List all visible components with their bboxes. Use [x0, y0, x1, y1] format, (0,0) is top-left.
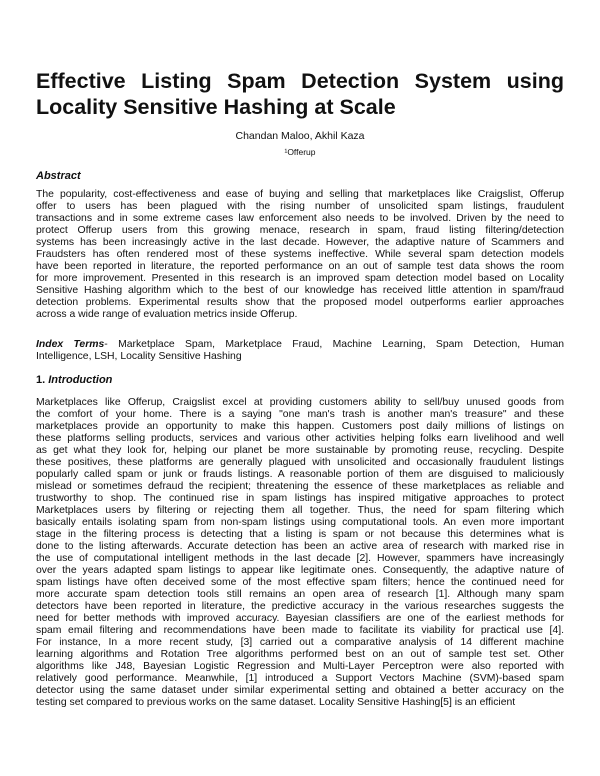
- title-line: Locality Sensitive Hashing at Scale: [36, 95, 396, 119]
- text-line: mislead or sometimes defraud the recipient; threatening the essence of these marketplaces as reliable and: [36, 481, 564, 492]
- text-line: systems has been increasingly active in the last decade. However, the adaptive nature of Scammers and: [36, 237, 564, 248]
- text-line: detector using the same dataset under similar experimental setting and obtained a better accuracy on the: [36, 685, 564, 696]
- text-line: stage in the filtering process is detecting that a listing is spam or not because this determines what is: [36, 529, 564, 540]
- text-line: over the years adapted spam listings to appear like legitimate ones. Consequently, the adaptive nature of: [36, 565, 564, 576]
- text-line: transactions and in some extreme cases law enforcement also needs to be involved. Driven by the need to: [36, 213, 564, 224]
- text-line: spam listings have often deceived some of the most effective spam filters; hence the continued need for: [36, 577, 564, 588]
- text-line: relatively good performance. Meanwhile, [1] introduced a Support Vectors Machine (SVM)-based spam: [36, 673, 564, 684]
- authors: Chandan Maloo, Akhil Kaza: [235, 130, 365, 142]
- text-line: these platforms selling products, services and various other activities helping folks earn livelihood and well: [36, 433, 564, 444]
- text-line: For instance, In a more recent study, [3] carried out a comparative analysis of 14 different machine: [36, 637, 564, 648]
- text-line: Fraudsters has often rendered most of these systems ineffective. While several spam detection models: [36, 249, 564, 260]
- text-line: testing set compared to previous works on the same dataset. Locality Sensitive Hashing[5] is an efficient: [36, 697, 516, 708]
- text-line: need for better methods with improved accuracy. Bayesian classifiers are one of the earliest methods for: [36, 613, 564, 624]
- index-terms-text: Intelligence, LSH, Locality Sensitive Hashing: [36, 351, 242, 362]
- text-line: the use of computational intelligent methods in the last decade [2]. However, spammers have increasingly: [36, 553, 564, 564]
- text-line: trustworthy to shop. The continued rise in spam listings has inspired mitigative approaches to protect: [36, 493, 564, 504]
- text-line: the comfort of your home. There is a saying "one man's trash is another man's treasure" and these: [36, 409, 564, 420]
- abstract-body: [36, 189, 564, 321]
- text-line: across a wide range of evaluation metrics inside Offerup.: [36, 309, 298, 320]
- introduction-heading: [36, 374, 112, 386]
- text-line: spam email filtering and recommendations have been made to facilitate its viability for practical use [4].: [36, 625, 564, 636]
- section-number: 1.: [36, 374, 46, 386]
- text-line: Marketplaces like Offerup, Craigslist excel at providing customers ability to sell/buy unused goods from: [36, 397, 564, 408]
- section-title: Introduction: [48, 374, 113, 386]
- text-line: detection problems. Experimental results show that the proposed model outperforms earlier approaches: [36, 297, 564, 308]
- text-line: more accurate spam detection tools still remains an open area of research [1]. Although many spam: [36, 589, 564, 600]
- index-terms-label: Index Terms: [36, 339, 105, 350]
- text-line: these positives, these platforms are generally plagued with unsolicited and occasionally fraudulent listings: [36, 457, 564, 468]
- affiliation: ¹Offerup: [284, 147, 316, 157]
- text-line: learning algorithms and Rotation Tree algorithms performed best on an out of sample test set. Other: [36, 649, 564, 660]
- text-line: basically entails isolating spam from non-spam listings using computational tools. An even more important: [36, 517, 564, 528]
- index-terms-text: - Marketplace Spam, Marketplace Fraud, Machine Learning, Spam Detection, Human: [104, 339, 564, 350]
- text-line: for more improvement. Presented in this research is an improved spam detection model based on Locality: [36, 273, 564, 284]
- paper-title: [36, 68, 564, 120]
- text-line: popularly called spam or junk or frauds listings. A reasonable portion of them are disguised to maliciously: [36, 469, 564, 480]
- text-line: Marketplaces users by filtering or rejecting them all together. Thus, the need for spam filtering which: [36, 505, 564, 516]
- text-line: Sensitive Hashing algorithm which to the best of our knowledge has received little attention in spam/fraud: [36, 285, 564, 296]
- text-line: marketplaces provide an opportunity to make this happen. Customers post daily millions of listings on: [36, 421, 564, 432]
- index-terms: [36, 339, 564, 363]
- text-line: detectors have been reported in literature, the predictive accuracy in the various researches suggests the: [36, 601, 564, 612]
- text-line: as get what they look for, helping our planet be more sustainable by promoting reuse, recycling. Despite: [36, 445, 564, 456]
- text-line: have been reported in literature, the reported performance on an out of sample test data shows the room: [36, 261, 564, 272]
- abstract-heading: Abstract: [36, 170, 81, 182]
- introduction-body: [36, 397, 564, 709]
- text-line: algorithms like J48, Bayesian Logistic Regression and Multi-Layer Perceptron were also reported with: [36, 661, 564, 672]
- title-line: Effective Listing Spam Detection System using: [36, 69, 564, 93]
- text-line: done to the listing afterwards. Accurate detection has been an active area of research with marked rise in: [36, 541, 564, 552]
- text-line: offer to users has been plagued with the rising number of unsolicited spam listings, fraudulent: [36, 201, 564, 212]
- text-line: The popularity, cost-effectiveness and ease of buying and selling that marketplaces like Craigslist, Offerup: [36, 189, 564, 200]
- text-line: protect Offerup users from this growing menace, research in spam, fraud listing filtering/detection: [36, 225, 564, 236]
